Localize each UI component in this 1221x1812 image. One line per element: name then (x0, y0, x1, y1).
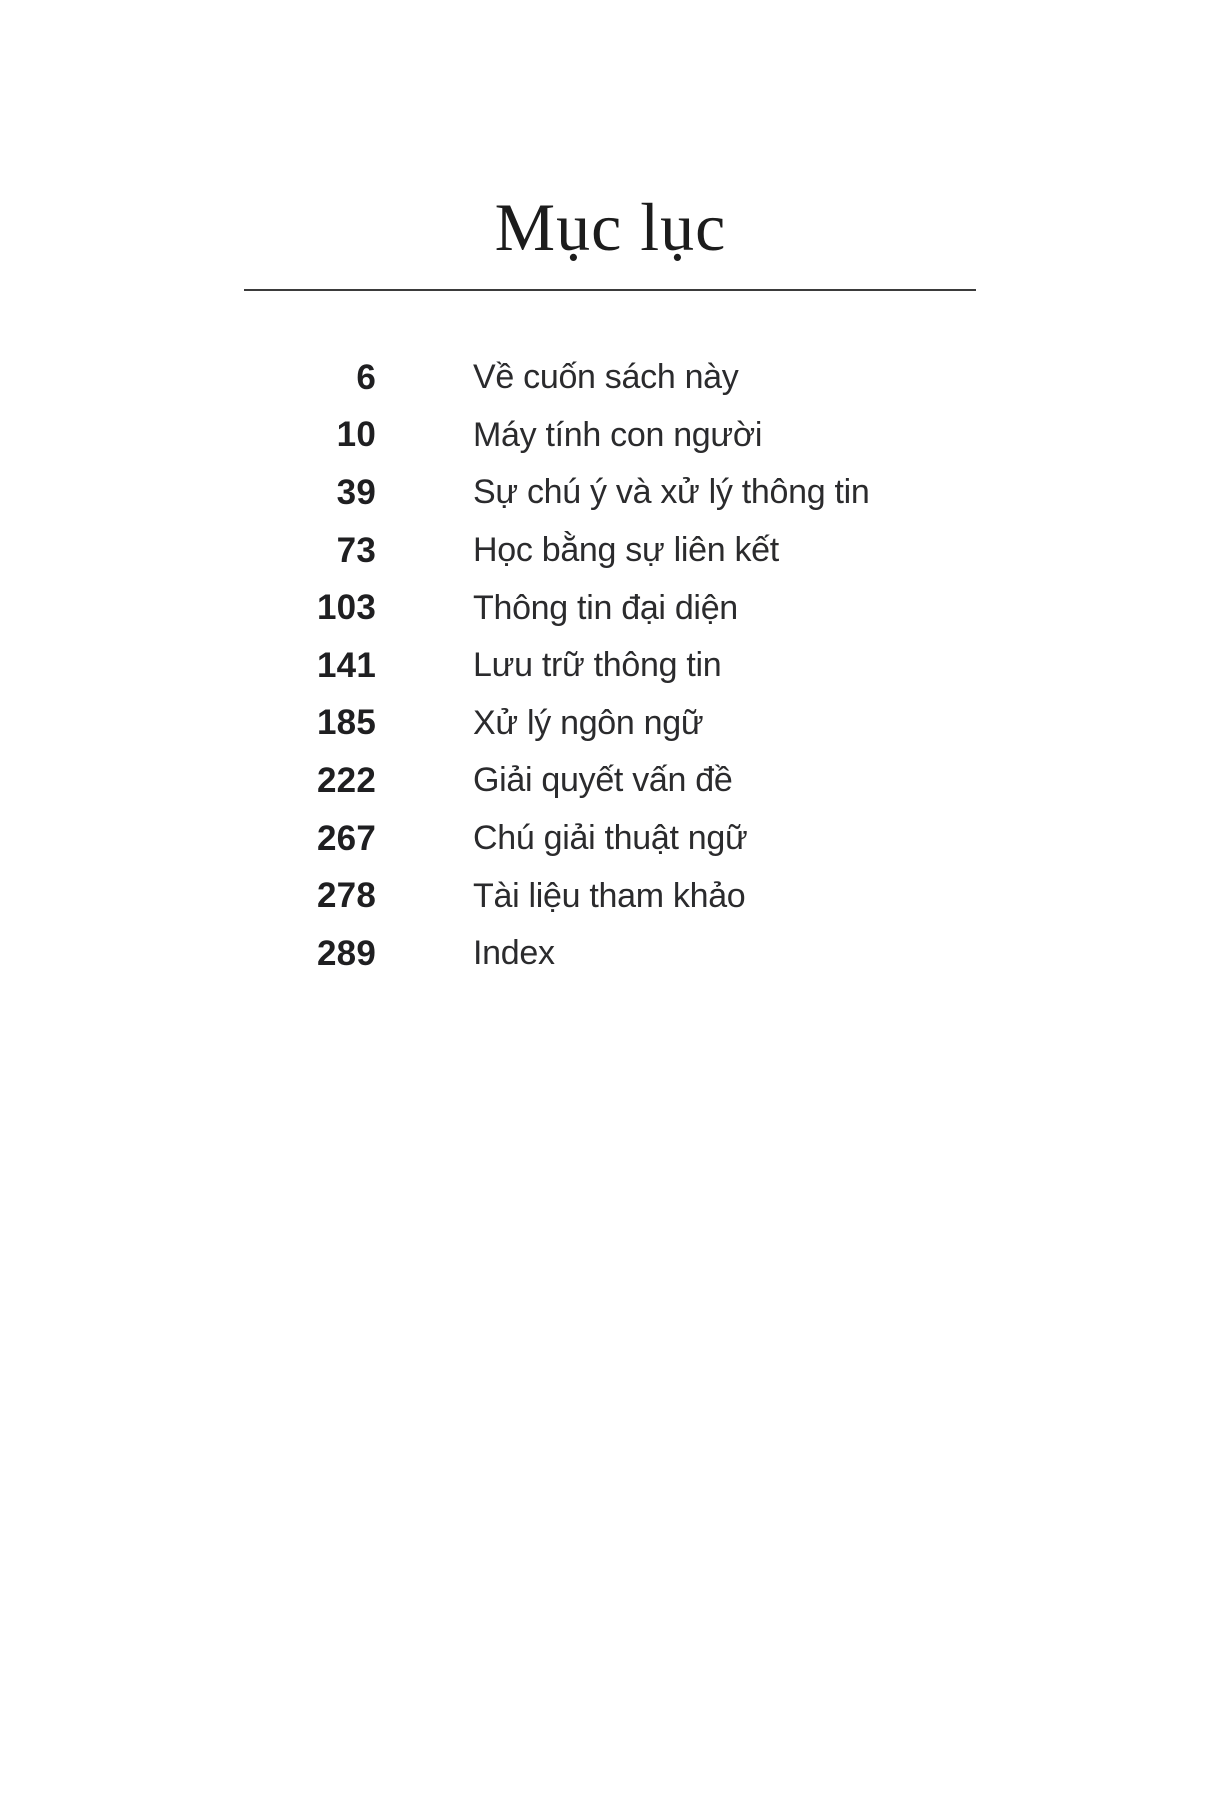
toc-entry-label: Thông tin đại diện (473, 588, 738, 627)
title-divider (244, 289, 976, 291)
toc-entry (0, 349, 1221, 407)
toc-page-number: 73 (336, 530, 376, 570)
toc-entry-label: Xử lý ngôn ngữ (473, 703, 704, 742)
toc-entry-label: Tài liệu tham khảo (473, 876, 746, 915)
toc-entry (0, 867, 1221, 925)
toc-page-number: 289 (317, 933, 376, 973)
toc-page-number: 141 (317, 645, 376, 685)
toc-page-number: 6 (356, 357, 376, 397)
toc-entry (0, 695, 1221, 753)
toc-entry (0, 579, 1221, 637)
toc-entry (0, 522, 1221, 580)
toc-entry (0, 464, 1221, 522)
toc-entry (0, 637, 1221, 695)
toc-entry-label: Học bằng sự liên kết (473, 531, 779, 570)
toc-entry-label: Máy tính con người (473, 415, 763, 454)
toc-entry (0, 810, 1221, 868)
toc-entry (0, 925, 1221, 983)
toc-entry (0, 407, 1221, 465)
toc-entry-label: Lưu trữ thông tin (473, 646, 722, 685)
toc-page-number: 39 (336, 472, 376, 512)
toc-page-number: 185 (317, 703, 376, 743)
toc-page-number: 267 (317, 818, 376, 858)
page-title: Mục lục (494, 189, 727, 265)
toc-entry-label: Sự chú ý và xử lý thông tin (473, 473, 870, 512)
toc-page-number: 278 (317, 876, 376, 916)
toc-entry-label: Index (473, 934, 555, 973)
toc-page-number: 10 (336, 415, 376, 455)
toc-page-number: 103 (317, 588, 376, 628)
toc-list (0, 349, 1221, 983)
toc-page-number: 222 (317, 760, 376, 800)
toc-entry-label: Chú giải thuật ngữ (473, 819, 748, 858)
toc-entry (0, 752, 1221, 810)
toc-entry-label: Giải quyết vấn đề (473, 761, 733, 800)
toc-entry-label: Về cuốn sách này (473, 358, 739, 397)
